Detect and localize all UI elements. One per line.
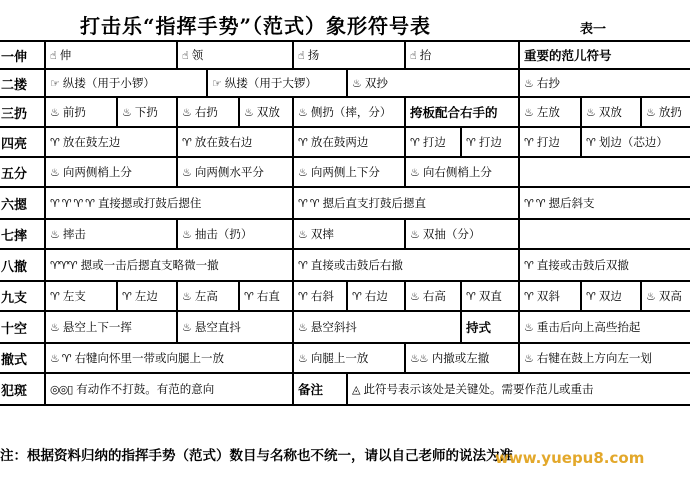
gesture-symbol-icon: ♈: [586, 289, 595, 303]
table-cell: [44, 374, 292, 404]
table-cell: [292, 220, 404, 248]
table-cell: [460, 312, 518, 342]
table-row: [0, 310, 690, 342]
table-cell: [518, 250, 690, 280]
cell-label: 前扔: [62, 105, 86, 119]
cell-label: 左高: [194, 289, 218, 303]
cell-label: 重击后向上高些抬起: [536, 320, 641, 334]
row-header: 九支: [1, 290, 28, 306]
table-cell: [176, 220, 292, 248]
gesture-symbol-icon: ♨: [524, 105, 533, 119]
table-cell: [518, 70, 690, 96]
gesture-symbol-icon: ♨: [646, 289, 655, 303]
table-cell: [518, 344, 690, 372]
gesture-symbol-icon: ♨: [122, 105, 131, 119]
gesture-symbol-icon: ♈: [244, 289, 253, 303]
row-header: 一伸: [1, 49, 28, 65]
table-cell: [176, 282, 238, 310]
gesture-symbol-icon: ♨: [298, 165, 307, 179]
gesture-symbol-icon: ♈: [466, 289, 475, 303]
table-cell: [580, 282, 640, 310]
row-header: 二搂: [1, 77, 28, 93]
gesture-symbol-icon: ♨♨: [410, 351, 428, 365]
table-cell: [116, 98, 176, 126]
cell-label: 右斜: [310, 289, 334, 303]
cell-label: 放在鼓右边: [194, 135, 253, 149]
table-cell: [176, 98, 238, 126]
cell-label: 向腿上一放: [310, 351, 369, 365]
gesture-symbol-icon: ♈: [182, 135, 191, 149]
table-cell: [346, 374, 690, 404]
gesture-symbol-icon: ♈: [50, 135, 59, 149]
table-cell: [518, 42, 690, 68]
table-cell: [292, 158, 404, 186]
gesture-symbol-icon: ♈: [298, 258, 307, 272]
gesture-symbol-icon: ♨: [182, 165, 191, 179]
row-header: 三扔: [1, 106, 28, 122]
table-cell: [44, 312, 176, 342]
cell-label: 向右侧梢上分: [422, 165, 492, 179]
table-cell: [44, 128, 176, 156]
gesture-symbol-icon: ♨: [182, 289, 191, 303]
gesture-symbol-icon: ♨: [50, 320, 59, 334]
table-cell: [44, 42, 176, 68]
gesture-symbol-icon: ♨: [524, 320, 533, 334]
gesture-symbol-icon: ♈: [410, 135, 419, 149]
table-cell: [176, 128, 292, 156]
gesture-symbol-icon: ♨: [298, 320, 307, 334]
gesture-symbol-icon: ♨: [182, 105, 191, 119]
table-cell: [518, 312, 690, 342]
cell-label: 双直: [478, 289, 502, 303]
row-header: 犯斑: [1, 383, 28, 399]
gesture-symbol-icon: ♨: [352, 76, 361, 90]
cell-label: 悬空直抖: [194, 320, 241, 334]
table-cell: [518, 98, 580, 126]
table-row: [0, 248, 690, 280]
gesture-symbol-icon: ♨: [50, 105, 59, 119]
cell-label: 右扔: [194, 105, 218, 119]
gesture-symbol-icon: ◬: [352, 382, 360, 396]
gesture-symbol-icon: ♈ ♈: [298, 196, 319, 210]
cell-label: 抬: [419, 48, 432, 62]
cell-label: 挎板配合右手的: [410, 105, 498, 120]
gesture-symbol-icon: ♨ ♈: [50, 351, 71, 365]
table-bottom-border: [0, 404, 690, 406]
table-cell: [206, 70, 346, 96]
table-row: [0, 280, 690, 310]
table-cell: [292, 344, 404, 372]
table-cell: [518, 158, 690, 186]
cell-label: 摁后直支打鼓后摁直: [322, 196, 427, 210]
gesture-symbol-icon: ◎◎▯: [50, 382, 73, 396]
gesture-symbol-icon: ♨: [298, 105, 307, 119]
gesture-symbol-icon: ♨: [182, 320, 191, 334]
cell-label: 双边: [598, 289, 622, 303]
gesture-symbol-icon: ♈: [352, 289, 361, 303]
table-cell: [580, 128, 690, 156]
cell-label: 摔击: [62, 227, 86, 241]
row-header: 撤式: [1, 352, 28, 368]
table-number: 表一: [580, 22, 607, 37]
table-cell: [518, 188, 690, 218]
cell-label: 悬空上下一挥: [62, 320, 132, 334]
table-cell: [404, 128, 460, 156]
cell-label: 悬空斜抖: [310, 320, 357, 334]
cell-label: 重要的范儿符号: [524, 48, 612, 63]
cell-label: 持式: [466, 320, 492, 335]
table-row: [0, 40, 690, 68]
table-cell: [292, 188, 518, 218]
gesture-symbol-icon: ♨: [50, 165, 59, 179]
cell-label: 右抄: [536, 76, 560, 90]
watermark: www.yuepu8.com: [495, 449, 645, 467]
table-row: [0, 218, 690, 248]
cell-label: 摁后斜支: [548, 196, 595, 210]
cell-label: 下扔: [134, 105, 158, 119]
cell-label: 伸: [59, 48, 72, 62]
table-row: [0, 156, 690, 186]
gesture-symbol-icon: ♈: [122, 289, 131, 303]
cell-label: 打边: [422, 135, 446, 149]
table-cell: [44, 220, 176, 248]
gesture-symbol-icon: ♈: [524, 258, 533, 272]
table-cell: [404, 158, 518, 186]
cell-label: 双高: [658, 289, 682, 303]
gesture-symbol-icon: ☞: [50, 76, 59, 90]
gesture-symbol-icon: ♈: [586, 135, 595, 149]
table-cell: [238, 98, 292, 126]
page-title: 打击乐“指挥手势”（范式）象形符号表: [80, 14, 432, 38]
cell-label: 双放: [256, 105, 280, 119]
gesture-symbol-icon: ♈♈♈: [50, 258, 77, 272]
table-cell: [460, 282, 518, 310]
table-cell: [404, 42, 518, 68]
table-cell: [346, 282, 404, 310]
cell-label: 双抄: [364, 76, 388, 90]
table-cell: [518, 282, 580, 310]
symbol-table: [0, 40, 690, 438]
cell-label: 左边: [134, 289, 158, 303]
cell-label: 左支: [62, 289, 86, 303]
cell-label: 左放: [536, 105, 560, 119]
footnote: 注：根据资料归纳的指挥手势（范式）数目与名称也不统一，请以自己老师的说法为准: [0, 448, 513, 464]
cell-label: 此符号表示该处是关键处。需要作范儿或重击: [363, 382, 594, 396]
cell-label: 向两侧梢上分: [62, 165, 132, 179]
gesture-symbol-icon: ♨: [646, 105, 655, 119]
table-cell: [176, 42, 292, 68]
table-cell: [640, 282, 690, 310]
cell-label: 直接摁或打鼓后摁住: [97, 196, 202, 210]
cell-label: 直接或击鼓后右撤: [310, 258, 403, 272]
table-cell: [460, 128, 518, 156]
table-row: [0, 68, 690, 96]
gesture-symbol-icon: ♨: [524, 351, 533, 365]
table-cell: [518, 128, 580, 156]
row-header: 八撤: [1, 259, 28, 275]
cell-label: 右高: [422, 289, 446, 303]
cell-label: 备注: [298, 382, 324, 397]
gesture-symbol-icon: ♨: [410, 227, 419, 241]
gesture-symbol-icon: ♨: [182, 227, 191, 241]
gesture-symbol-icon: ♨: [586, 105, 595, 119]
table-cell: [292, 98, 404, 126]
cell-label: 划边（芯边）: [598, 135, 668, 149]
gesture-symbol-icon: ♈: [466, 135, 475, 149]
table-row: [0, 96, 690, 126]
gesture-symbol-icon: ♨: [298, 351, 307, 365]
table-cell: [44, 98, 116, 126]
cell-label: 双抽（分）: [422, 227, 481, 241]
gesture-symbol-icon: ♨: [524, 76, 533, 90]
cell-label: 内撤或左撤: [431, 351, 490, 365]
row-header: 五分: [1, 166, 28, 182]
table-cell: [44, 250, 292, 280]
gesture-symbol-icon: ♨: [410, 165, 419, 179]
gesture-symbol-icon: ♈ ♈: [524, 196, 545, 210]
gesture-symbol-icon: ☝: [410, 48, 416, 62]
cell-label: 双摔: [310, 227, 334, 241]
cell-label: 向两侧水平分: [194, 165, 264, 179]
table-cell: [44, 70, 206, 96]
cell-label: 领: [191, 48, 204, 62]
table-cell: [292, 128, 404, 156]
table-cell: [518, 220, 690, 248]
cell-label: 有动作不打鼓。有范的意向: [76, 382, 215, 396]
table-cell: [292, 312, 460, 342]
gesture-symbol-icon: ♈: [298, 135, 307, 149]
cell-label: 右直: [256, 289, 280, 303]
cell-label: 纵搂（用于小锣）: [62, 76, 155, 90]
gesture-symbol-icon: ♨: [50, 227, 59, 241]
gesture-symbol-icon: ♈: [50, 289, 59, 303]
row-header: 七摔: [1, 228, 28, 244]
table-cell: [640, 98, 690, 126]
cell-label: 直接或击鼓后双撤: [536, 258, 629, 272]
table-cell: [292, 282, 346, 310]
gesture-symbol-icon: ☝: [50, 48, 56, 62]
cell-label: 放在鼓左边: [62, 135, 121, 149]
table-row: [0, 342, 690, 372]
table-cell: [176, 158, 292, 186]
cell-label: 扬: [307, 48, 320, 62]
table-cell: [116, 282, 176, 310]
gesture-symbol-icon: ♈: [298, 289, 307, 303]
cell-label: 打边: [536, 135, 560, 149]
table-cell: [292, 250, 518, 280]
table-cell: [346, 70, 518, 96]
cell-label: 右犍向怀里一带或向腿上一放: [74, 351, 225, 365]
cell-label: 抽击（扔）: [194, 227, 253, 241]
cell-label: 双放: [598, 105, 622, 119]
cell-label: 纵搂（用于大锣）: [224, 76, 317, 90]
cell-label: 放扔: [658, 105, 682, 119]
gesture-symbol-icon: ♈: [524, 135, 533, 149]
table-cell: [404, 344, 518, 372]
table-cell: [238, 282, 292, 310]
gesture-symbol-icon: ♈ ♈ ♈ ♈: [50, 196, 94, 210]
table-row: [0, 186, 690, 218]
gesture-symbol-icon: ☝: [182, 48, 188, 62]
table-cell: [292, 374, 346, 404]
gesture-symbol-icon: ♈: [524, 289, 533, 303]
cell-label: 右边: [364, 289, 388, 303]
cell-label: 右犍在鼓上方向左一划: [536, 351, 652, 365]
cell-label: 摁或一击后摁直支略微一撤: [80, 258, 219, 272]
table-row: [0, 126, 690, 156]
row-header: 四亮: [1, 136, 28, 152]
table-cell: [404, 98, 518, 126]
gesture-symbol-icon: ☝: [298, 48, 304, 62]
table-cell: [580, 98, 640, 126]
table-row: [0, 372, 690, 404]
row-header: 六摁: [1, 197, 28, 213]
cell-label: 侧扔（摔，分）: [310, 105, 392, 119]
table-cell: [44, 158, 176, 186]
table-cell: [44, 344, 292, 372]
cell-label: 向两侧上下分: [310, 165, 380, 179]
row-header: 十空: [1, 321, 28, 337]
table-cell: [44, 282, 116, 310]
gesture-symbol-icon: ☞: [212, 76, 221, 90]
table-cell: [292, 42, 404, 68]
gesture-symbol-icon: ♨: [244, 105, 253, 119]
gesture-symbol-icon: ♨: [298, 227, 307, 241]
cell-label: 放在鼓两边: [310, 135, 369, 149]
table-cell: [44, 188, 292, 218]
table-cell: [404, 220, 518, 248]
cell-label: 双斜: [536, 289, 560, 303]
table-cell: [176, 312, 292, 342]
cell-label: 打边: [478, 135, 502, 149]
gesture-symbol-icon: ♨: [410, 289, 419, 303]
table-cell: [404, 282, 460, 310]
